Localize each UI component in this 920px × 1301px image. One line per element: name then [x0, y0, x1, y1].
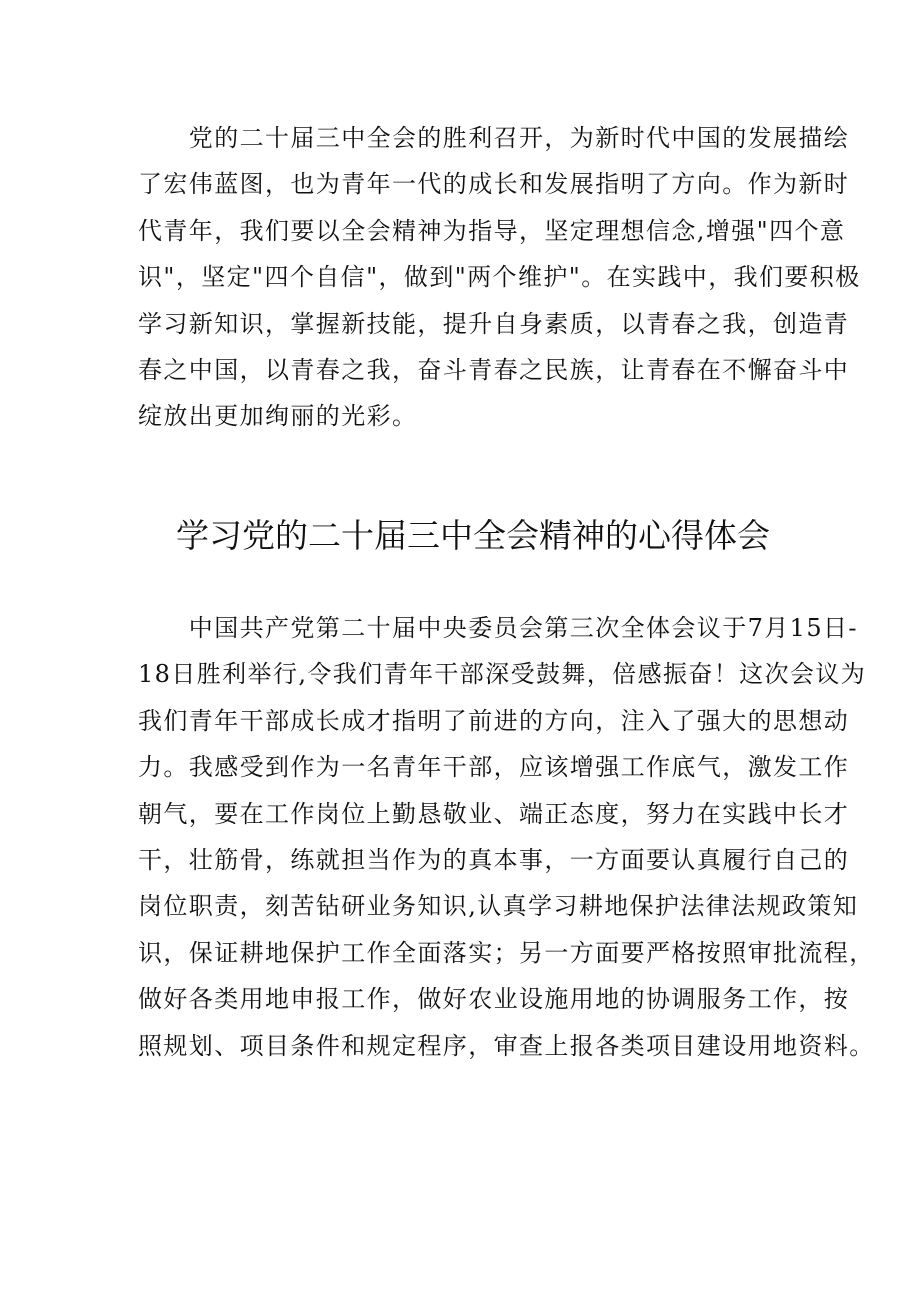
- text-line: 干，壮筋骨，练就担当作为的真本事，一方面要认真履行自己的: [138, 845, 850, 874]
- text-line: 朝气，要在工作岗位上勤恳敬业、端正态度，努力在实践中长才: [138, 799, 850, 828]
- text-line: 代青年，我们要以全会精神为指导，坚定理想信念,增强"四个意: [138, 216, 846, 245]
- text-line: 我们青年干部成长成才指明了前进的方向，注入了强大的思想动: [138, 706, 850, 735]
- text-line: 识，保证耕地保护工作全面落实；另一方面要严格按照审批流程，: [138, 938, 875, 967]
- text-line: 做好各类用地申报工作，做好农业设施用地的协调服务工作，按: [138, 985, 850, 1014]
- text-line: 照规划、项目条件和规定程序，审查上报各类项目建设用地资料。: [138, 1031, 875, 1060]
- text-line: 了宏伟蓝图，也为青年一代的成长和发展指明了方向。作为新时: [138, 170, 850, 199]
- text-line: 党的二十届三中全会的胜利召开，为新时代中国的发展描绘: [138, 124, 850, 152]
- paragraph-intro: [138, 115, 861, 440]
- paragraph-body: [138, 605, 875, 1069]
- text-line: 岗位职责，刻苦钻研业务知识,认真学习耕地保护法律法规政策知: [138, 892, 859, 921]
- text-line: 春之中国，以青春之我，奋斗青春之民族，让青春在不懈奋斗中: [138, 355, 850, 384]
- text-line: 中国共产党第二十届中央委员会第三次全体会议于7月15日-: [138, 614, 858, 642]
- text-line: 力。我感受到作为一名青年干部，应该增强工作底气，激发工作: [138, 753, 850, 782]
- text-line: 18日胜利举行,令我们青年干部深受鼓舞，倍感振奋！这次会议为: [138, 660, 867, 689]
- text-line: 学习新知识，掌握新技能，提升自身素质，以青春之我，创造青: [138, 309, 850, 338]
- text-line: 绽放出更加绚丽的光彩。: [138, 402, 418, 431]
- section-title: 学习党的二十届三中全会精神的心得体会: [176, 516, 770, 555]
- text-line: 识"，坚定"四个自信"，做到"两个维护"。在实践中，我们要积极: [138, 263, 861, 292]
